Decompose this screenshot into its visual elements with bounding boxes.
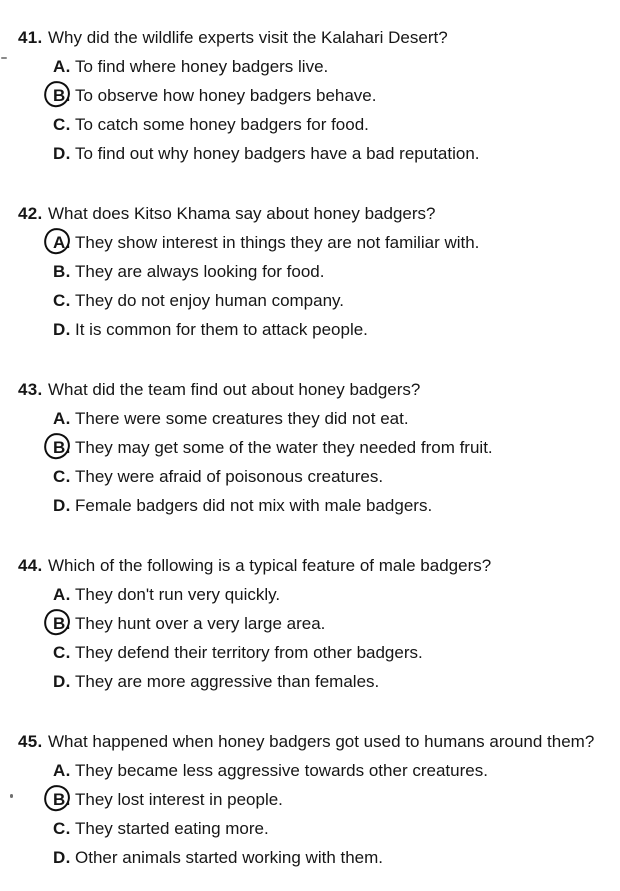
answer-option — [0, 843, 620, 872]
option-text: To find out why honey badgers have a bad reputation. — [75, 144, 480, 163]
question-number: 41. — [18, 28, 43, 47]
option-letter-wrap — [53, 81, 75, 110]
question-text: Why did the wildlife experts visit the Kalahari Desert? — [48, 28, 448, 47]
options — [0, 756, 620, 872]
option-letter-wrap — [53, 756, 75, 785]
option-text: They do not enjoy human company. — [75, 291, 345, 310]
question-text: Which of the following is a typical feature of male badgers? — [48, 556, 492, 575]
answer-option — [0, 638, 620, 667]
option-letter: C. — [53, 819, 71, 838]
answer-option — [0, 139, 620, 168]
option-text: To observe how honey badgers behave. — [75, 86, 377, 105]
answer-option — [0, 110, 620, 139]
question-number: 43. — [18, 380, 43, 399]
option-letter-wrap — [53, 315, 75, 344]
question-number: 45. — [18, 732, 43, 751]
option-letter: A. — [53, 585, 71, 604]
option-letter: D. — [53, 144, 71, 163]
option-letter: A. — [53, 409, 71, 428]
option-text: They show interest in things they are not familiar with. — [75, 233, 480, 252]
option-text: They may get some of the water they needed from fruit. — [75, 438, 493, 457]
option-letter: A. — [53, 233, 71, 252]
options — [0, 52, 620, 168]
option-letter: C. — [53, 643, 71, 662]
answer-option — [0, 228, 620, 257]
answer-option — [0, 814, 620, 843]
option-letter: B. — [53, 86, 71, 105]
option-letter-wrap — [53, 785, 75, 814]
option-text: Female badgers did not mix with male badgers. — [75, 496, 433, 515]
option-text: They hunt over a very large area. — [75, 614, 326, 633]
answer-option — [0, 667, 620, 696]
option-text: They started eating more. — [75, 819, 269, 838]
answer-option — [0, 462, 620, 491]
option-text: They became less aggressive towards other creatures. — [75, 761, 488, 780]
question-number: 42. — [18, 204, 43, 223]
answer-option — [0, 785, 620, 814]
question-header — [0, 551, 620, 580]
option-letter: D. — [53, 320, 71, 339]
option-text: They lost interest in people. — [75, 790, 283, 809]
answer-option — [0, 315, 620, 344]
option-letter: A. — [53, 761, 71, 780]
option-text: There were some creatures they did not eat. — [75, 409, 409, 428]
option-letter: B. — [53, 614, 71, 633]
options — [0, 580, 620, 696]
answer-option — [0, 580, 620, 609]
option-letter: D. — [53, 672, 71, 691]
option-letter: B. — [53, 790, 71, 809]
question-number: 44. — [18, 556, 43, 575]
question-block — [0, 199, 620, 344]
option-text: They don't run very quickly. — [75, 585, 281, 604]
question-text: What happened when honey badgers got used to humans around them? — [48, 732, 595, 751]
option-text: Other animals started working with them. — [75, 848, 384, 867]
option-letter-wrap — [53, 814, 75, 843]
option-letter-wrap — [53, 609, 75, 638]
option-letter-wrap — [53, 139, 75, 168]
answer-option — [0, 404, 620, 433]
answer-option — [0, 286, 620, 315]
option-letter-wrap — [53, 257, 75, 286]
option-letter-wrap — [53, 491, 75, 520]
option-letter-wrap — [53, 110, 75, 139]
option-letter: C. — [53, 291, 71, 310]
question-header — [0, 23, 620, 52]
question-header — [0, 199, 620, 228]
question-block — [0, 551, 620, 696]
question-header — [0, 375, 620, 404]
options — [0, 404, 620, 520]
answer-option — [0, 609, 620, 638]
option-text: They defend their territory from other badgers. — [75, 643, 423, 662]
option-letter-wrap — [53, 404, 75, 433]
option-letter: A. — [53, 57, 71, 76]
option-text: To find where honey badgers live. — [75, 57, 329, 76]
option-letter: C. — [53, 115, 71, 134]
option-letter: B. — [53, 262, 71, 281]
question-block — [0, 23, 620, 168]
options — [0, 228, 620, 344]
option-letter: D. — [53, 496, 71, 515]
answer-option — [0, 52, 620, 81]
question-header — [0, 727, 620, 756]
option-letter-wrap — [53, 667, 75, 696]
option-text: It is common for them to attack people. — [75, 320, 368, 339]
option-text: They are always looking for food. — [75, 262, 325, 281]
option-letter-wrap — [53, 228, 75, 257]
option-letter-wrap — [53, 52, 75, 81]
option-letter-wrap — [53, 843, 75, 872]
option-text: They were afraid of poisonous creatures. — [75, 467, 384, 486]
answer-option — [0, 257, 620, 286]
option-letter: D. — [53, 848, 71, 867]
answer-option — [0, 433, 620, 462]
answer-option — [0, 81, 620, 110]
option-text: To catch some honey badgers for food. — [75, 115, 369, 134]
question-block — [0, 375, 620, 520]
question-block — [0, 727, 620, 872]
option-letter: B. — [53, 438, 71, 457]
option-letter-wrap — [53, 638, 75, 667]
option-letter: C. — [53, 467, 71, 486]
answer-option — [0, 756, 620, 785]
option-letter-wrap — [53, 462, 75, 491]
question-text: What did the team find out about honey badgers? — [48, 380, 421, 399]
option-letter-wrap — [53, 286, 75, 315]
question-text: What does Kitso Khama say about honey badgers? — [48, 204, 436, 223]
option-letter-wrap — [53, 580, 75, 609]
option-text: They are more aggressive than females. — [75, 672, 380, 691]
option-letter-wrap — [53, 433, 75, 462]
answer-option — [0, 491, 620, 520]
